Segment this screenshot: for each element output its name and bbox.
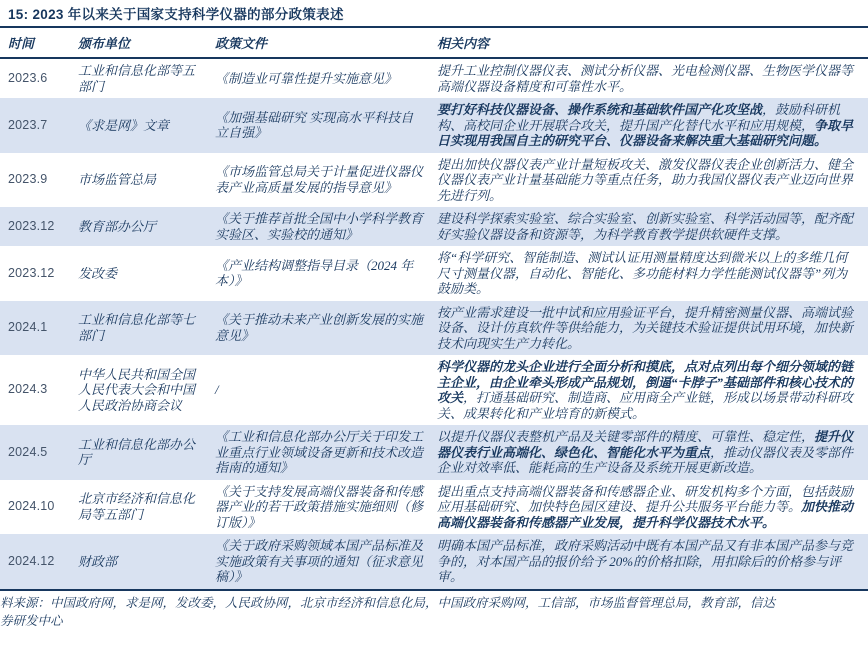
- row-content: [429, 301, 868, 356]
- table-row: [0, 98, 868, 153]
- row-org: 工业和信息化部等七部门: [78, 312, 196, 343]
- row-doc: 《关于推动未来产业创新发展的实施意见》: [215, 312, 424, 343]
- table-title: 15: 2023 年以来关于国家支持科学仪器的部分政策表述: [0, 0, 868, 28]
- row-content: [429, 98, 868, 153]
- row-doc: 《关于推荐首批全国中小学科学教育实验区、实验校的通知》: [215, 211, 424, 242]
- source-note-line1: 料来源：中国政府网，求是网，发改委，人民政协网，北京市经济和信息化局，中国政府采购网，工信部，市场监督管理总局，教育部，信达: [0, 595, 776, 610]
- row-org: 工业和信息化部办公厅: [78, 436, 196, 468]
- table-row: [0, 246, 868, 301]
- content-segment: 以提升仪器仪表整机产品及关键零部件的精度、可靠性、稳定性，: [437, 429, 815, 444]
- row-content: [429, 534, 868, 590]
- row-doc: 《制造业可靠性提升实施意见》: [215, 70, 398, 86]
- row-time: 2023.12: [8, 265, 55, 280]
- row-time: 2024.12: [8, 553, 55, 568]
- content-segment: 按产业需求建设一批中试和应用验证平台，提升精密测量仪器、高端试验设备、设计仿真软件等供给能力，为关键技术验证提供试用环境，加快新技术向现实生产力转化。: [437, 304, 854, 351]
- row-doc: 《关于政府采购领域本国产品标准及实施政策有关事项的通知（征求意见稿）》: [215, 538, 424, 584]
- row-org: 工业和信息化部等五部门: [78, 63, 196, 94]
- table-row: [0, 355, 868, 425]
- content-segment-bold: 提升仪器仪表行业高端化、绿色化、智能化水平为重点: [437, 429, 854, 460]
- column-header-time: 时间: [0, 28, 70, 58]
- table-row: [0, 480, 868, 535]
- content-segment: 将“科学研究、智能制造、测试认证用测量精度达到微米以上的多维几何尺寸测量仪器，自动化、智能化、多功能材料力学性能测试仪器等”列为鼓励类。: [437, 250, 848, 296]
- content-segment: 提升工业控制仪器仪表、测试分析仪器、光电检测仪器、生物医学仪器等高端仪器设备精度和可靠性水平。: [437, 63, 854, 94]
- content-segment-bold: 科学仪器的龙头企业进行全面分析和摸底，点对点列出每个细分领域的链主企业，由企业牵头形成产品规划，倒逼“卡脖子”基础部件和核心技术的攻关: [437, 359, 854, 405]
- row-org: 《求是网》文章: [78, 117, 170, 133]
- row-content: [429, 58, 868, 98]
- table-row: [0, 534, 868, 590]
- row-time: 2024.1: [8, 320, 48, 334]
- row-time: 2024.10: [8, 499, 55, 513]
- table-row: [0, 153, 868, 208]
- policy-table-header: [0, 28, 868, 58]
- content-segment: 明确本国产品标准，政府采购活动中既有本国产品又有非本国产品参与竞争的，对本国产品的报价给予 20%的价格扣除，用扣除后的价格参与评审。: [437, 538, 854, 584]
- content-segment: ，鼓励科研机构、高校同企业开展联合攻关，提升国产化替代水平和应用规模，: [437, 102, 841, 133]
- column-header-doc: 政策文件: [207, 28, 429, 58]
- table-row: [0, 301, 868, 356]
- row-time: 2023.6: [8, 70, 48, 85]
- row-content: [429, 480, 868, 535]
- row-doc: 《加强基础研究 实现高水平科技自立自强》: [215, 109, 414, 141]
- column-header-content: 相关内容: [429, 28, 868, 58]
- row-time: 2024.5: [8, 444, 48, 459]
- row-org: 北京市经济和信息化局等五部门: [78, 491, 196, 522]
- row-content: [429, 355, 868, 425]
- content-segment-bold: 加快推动高端仪器装备和传感器产业发展，提升科学仪器技术水平。: [437, 499, 854, 530]
- content-segment: ，打通基础研究、制造商、应用商全产业链，形成以场景带动科研攻关、成果转化和产业培育的新模式。: [437, 390, 854, 421]
- row-content: [429, 246, 868, 301]
- table-row: [0, 207, 868, 246]
- content-segment-bold: 争取早日实现用我国自主的研究平台、仪器设备来解决重大基础研究问题。: [437, 117, 854, 148]
- row-org: 教育部办公厅: [78, 218, 157, 234]
- row-time: 2024.3: [8, 382, 48, 397]
- column-header-org: 颁布单位: [70, 28, 207, 58]
- row-org: 中华人民共和国全国人民代表大会和中国人民政治协商会议: [78, 366, 196, 413]
- content-segment-bold: 要打好科技仪器设备、操作系统和基础软件国产化攻坚战: [437, 102, 763, 117]
- row-org: 市场监管总局: [78, 172, 157, 187]
- source-note-line2: 券研发中心: [0, 613, 63, 628]
- row-doc: 《产业结构调整指导目录（2024 年本）》: [215, 257, 414, 289]
- row-org: 财政部: [78, 553, 118, 569]
- row-content: [429, 425, 868, 480]
- row-time: 2023.9: [8, 172, 48, 186]
- row-doc: /: [215, 382, 219, 398]
- row-doc: 《工业和信息化部办公厅关于印发工业重点行业领域设备更新和技术改造指南的通知》: [215, 429, 424, 475]
- policy-table: [0, 28, 868, 591]
- content-segment: 建设科学探索实验室、综合实验室、创新实验室、科学活动园等，配齐配好实验仪器设备和资源等，为科学教育教学提供软硬件支撑。: [437, 211, 854, 242]
- row-org: 发改委: [78, 265, 118, 281]
- table-row: [0, 425, 868, 480]
- row-time: 2023.7: [8, 117, 48, 132]
- row-doc: 《市场监管总局关于计量促进仪器仪表产业高质量发展的指导意见》: [215, 164, 424, 195]
- source-note: [0, 591, 868, 630]
- row-time: 2023.12: [8, 218, 55, 233]
- row-content: [429, 207, 868, 246]
- content-segment: 提出加快仪器仪表产业计量短板攻关、激发仪器仪表企业创新活力、健全仪器仪表产业计量基础能力等重点任务，助力我国仪器仪表产业迈向世界先进行列。: [437, 156, 854, 203]
- row-content: [429, 153, 868, 208]
- content-segment: ，推动仪器仪表及零部件企业对效率低、能耗高的生产设备及系统开展更新改造。: [437, 444, 854, 475]
- table-row: [0, 58, 868, 98]
- policy-table-body: [0, 58, 868, 590]
- row-doc: 《关于支持发展高端仪器装备和传感器产业的若干政策措施实施细则（修订版）》: [215, 483, 424, 530]
- content-segment: 提出重点支持高端仪器装备和传感器企业、研发机构多个方面，包括鼓励应用基础研究、加快特色园区建设、提升公共服务平台能力等。: [437, 483, 854, 514]
